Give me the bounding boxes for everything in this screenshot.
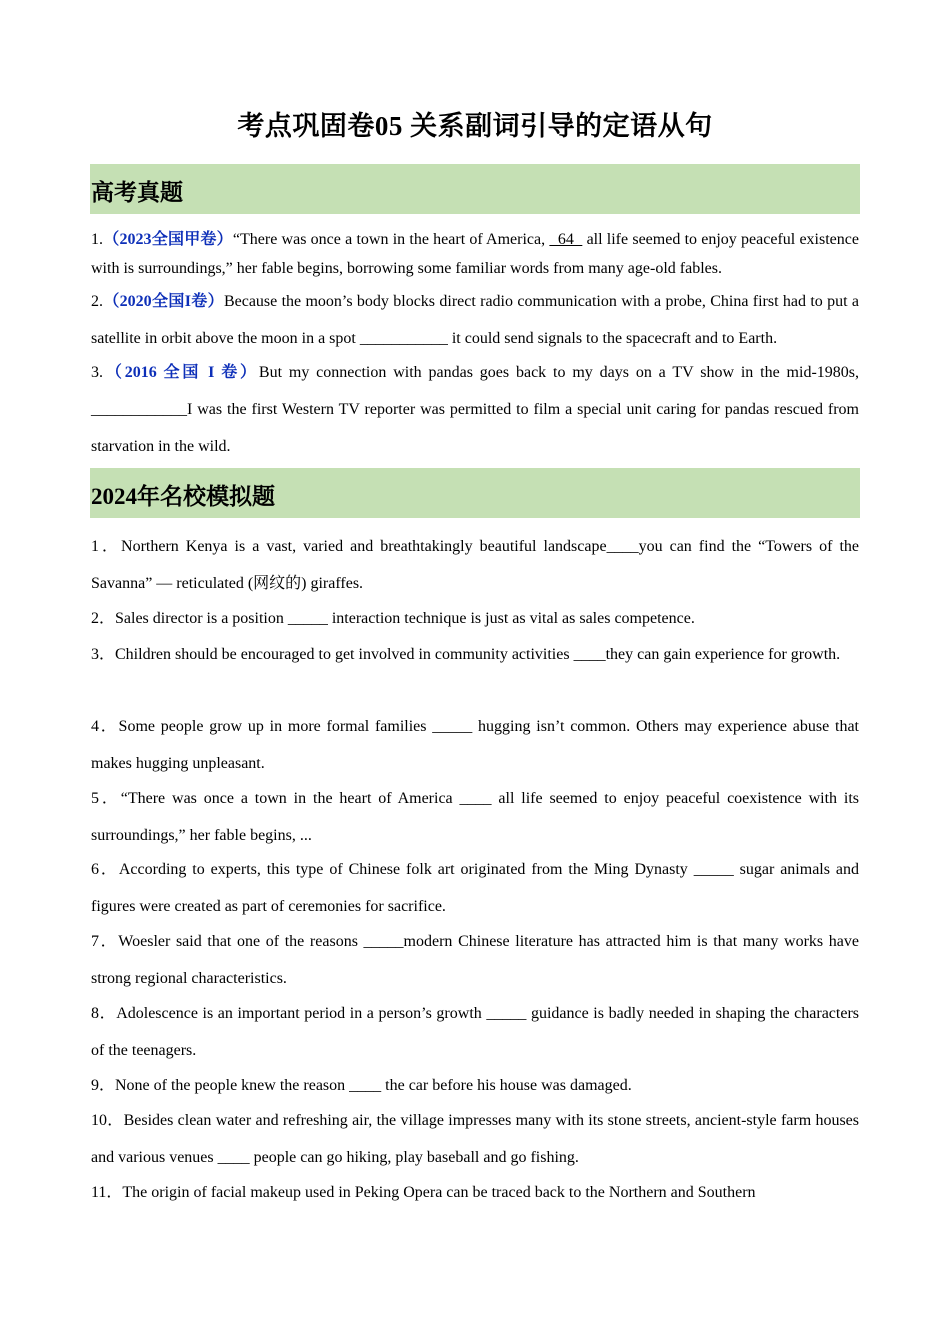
question-source: （2016 全国 I 卷） [103, 364, 259, 381]
answer-blank: 64 [549, 231, 583, 248]
section-header-mock [90, 468, 860, 518]
gaokao-question-1 [91, 225, 859, 283]
mock-question-11: 11．The origin of facial makeup used in Peking Opera can be traced back to the Northern and Southern [91, 1184, 756, 1201]
question-number: 3. [91, 364, 103, 381]
mock-question-9: 9．None of the people knew the reason ____ the car before his house was damaged. [91, 1077, 632, 1094]
section-header-gaokao [90, 164, 860, 214]
question-text: But my connection with pandas goes back to my days on a TV show in the mid-1980s, ____________I was the first Western TV reporter was permitted to film a special unit caring for pandas rescued from starvation in the wild. [91, 364, 859, 455]
question-source: （2020全国I卷） [103, 293, 224, 310]
question-number: 1. [91, 231, 103, 248]
mock-question-10: 10．Besides clean water and refreshing air, the village impresses many with its stone streets, ancient-style farm houses and various venues ____ people can go hiking, play baseball and go fishing. [91, 1112, 859, 1166]
question-text: Because the moon’s body blocks direct radio communication with a probe, China first had to put a satellite in orbit above the moon in a spot ___________ it could send signals to the spacecraft and to Earth. [91, 293, 859, 347]
page-title: 考点巩固卷05 关系副词引导的定语从句 [237, 111, 713, 141]
mock-question-3: 3．Children should be encouraged to get involved in community activities ____they can gain experience for growth. [91, 646, 841, 663]
mock-question-6: 6．According to experts, this type of Chinese folk art originated from the Ming Dynasty _____ sugar animals and figures were created as part of ceremonies for sacrifice. [91, 861, 860, 915]
question-source: （2023全国甲卷） [103, 231, 233, 248]
mock-question-7: 7．Woesler said that one of the reasons _____modern Chinese literature has attracted him is that many works have strong regional characteristics. [91, 933, 859, 987]
section-title: 高考真题 [91, 180, 183, 205]
mock-question-5: 5．“There was once a town in the heart of America ____ all life seemed to enjoy peaceful coexistence with its surroundings,” her fable begins, ... [91, 790, 859, 844]
mock-question-4: 4．Some people grow up in more formal families _____ hugging isn’t common. Others may experience abuse that makes hugging unpleasant. [91, 718, 860, 772]
question-text: “There was once a town in the heart of America, [232, 231, 550, 248]
mock-question-1: 1．Northern Kenya is a vast, varied and breathtakingly beautiful landscape____you can find the “Towers of the Savanna” — reticulated (网纹的) giraffes. [91, 538, 859, 592]
mock-question-8: 8．Adolescence is an important period in a person’s growth _____ guidance is badly needed in shaping the characters of the teenagers. [91, 1005, 860, 1059]
question-number: 2. [91, 293, 103, 310]
gaokao-question-3 [91, 354, 859, 465]
gaokao-question-2 [91, 283, 859, 357]
mock-question-2: 2．Sales director is a position _____ interaction technique is just as vital as sales competence. [91, 610, 695, 627]
question-text: all life seemed to enjoy peaceful existence with is surroundings,” her fable begins, borrowing some familiar words from many age-old fables. [91, 231, 859, 277]
section-title: 2024年名校模拟题 [91, 484, 275, 509]
